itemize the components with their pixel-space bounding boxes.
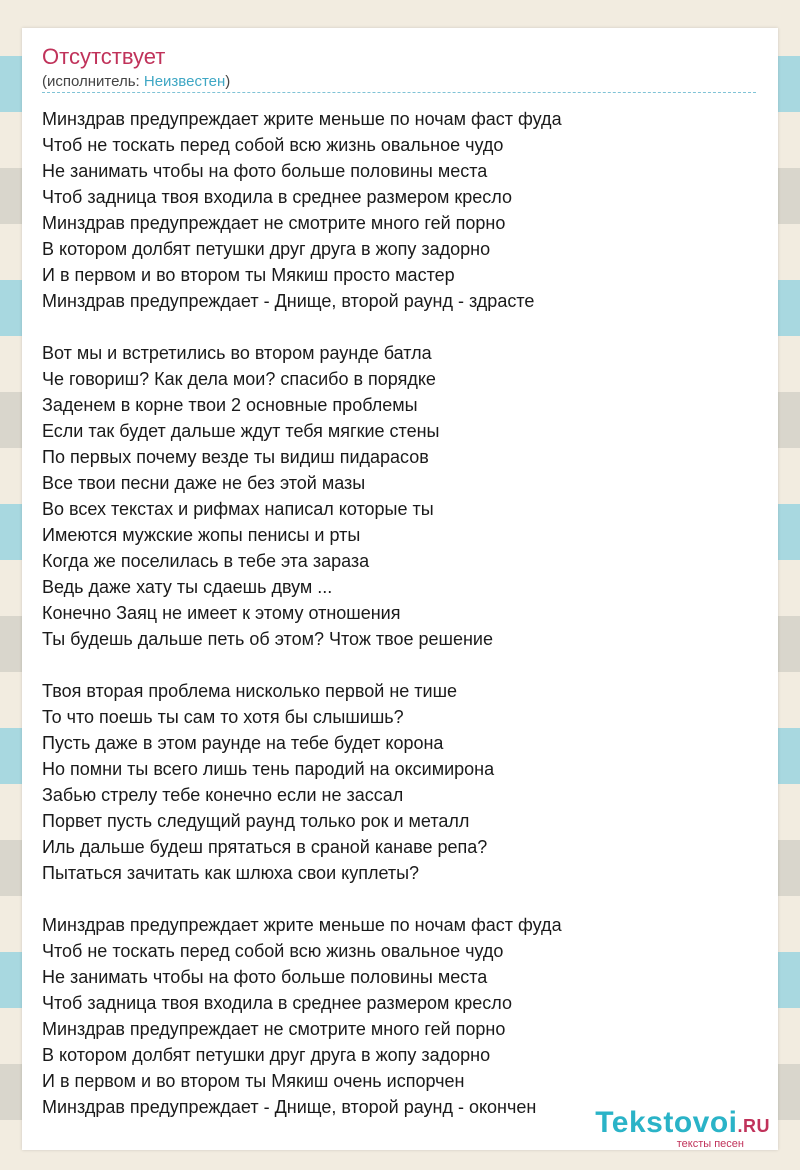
lyrics-stanza: [42, 106, 762, 314]
lyrics-line: И в первом и во втором ты Мякиш просто мастер: [42, 265, 455, 285]
lyrics-line: Минздрав предупреждает - Днище, второй раунд - окончен: [42, 1097, 537, 1117]
lyrics-line: Чтоб не тоскать перед собой всю жизнь овальное чудо: [42, 135, 504, 155]
artist-prefix: (исполнитель:: [42, 73, 144, 90]
lyrics-line: Вот мы и встретились во втором раунде батла: [42, 343, 432, 363]
artist-line: [42, 73, 230, 90]
lyrics-body: [42, 106, 762, 1146]
lyrics-line: В котором долбят петушки друг друга в жопу задорно: [42, 239, 491, 259]
lyrics-line: Пытаться зачитать как шлюха свои куплеты?: [42, 863, 420, 883]
lyrics-line: Че говориш? Как дела мои? спасибо в порядке: [42, 369, 436, 389]
lyrics-line: Но помни ты всего лишь тень пародий на оксимирона: [42, 759, 495, 779]
lyrics-line: Порвет пусть следущий раунд только рок и металл: [42, 811, 470, 831]
lyrics-line: Ты будешь дальше петь об этом? Чтож твое решение: [42, 629, 493, 649]
lyrics-line: Не занимать чтобы на фото больше половины места: [42, 161, 488, 181]
lyrics-line: Когда же поселилась в тебе эта зараза: [42, 551, 370, 571]
lyrics-line: По первых почему везде ты видиш пидарасов: [42, 447, 429, 467]
lyrics-line: Чтоб задница твоя входила в среднее размером кресло: [42, 993, 512, 1013]
lyrics-line: Минздрав предупреждает не смотрите много гей порно: [42, 213, 506, 233]
artist-link[interactable]: Неизвестен: [143, 73, 226, 90]
lyrics-line: То что поешь ты сам то хотя бы слышишь?: [42, 707, 404, 727]
lyrics-line: Иль дальше будеш прятаться в сраной канаве репа?: [42, 837, 488, 857]
lyrics-line: Все твои песни даже не без этой мазы: [42, 473, 366, 493]
lyrics-line: Минздрав предупреждает не смотрите много гей порно: [42, 1019, 506, 1039]
lyrics-line: И в первом и во втором ты Мякиш очень испорчен: [42, 1071, 465, 1091]
song-title: Отсутствует: [42, 44, 166, 69]
lyrics-line: В котором долбят петушки друг друга в жопу задорно: [42, 1045, 491, 1065]
logo-name: Tekstovoi: [595, 1106, 738, 1139]
logo-tld: .RU: [737, 1116, 770, 1136]
title-divider: [42, 92, 756, 93]
lyrics-line: Минздрав предупреждает жрите меньше по ночам фаст фуда: [42, 109, 562, 129]
lyrics-stanza: [42, 340, 762, 652]
artist-suffix: ): [225, 73, 231, 90]
lyrics-line: Если так будет дальше ждут тебя мягкие стены: [42, 421, 440, 441]
lyrics-line: Чтоб не тоскать перед собой всю жизнь овальное чудо: [42, 941, 504, 961]
lyrics-line: Ведь даже хату ты сдаешь двум ...: [42, 577, 333, 597]
lyrics-card: [22, 28, 778, 1150]
lyrics-stanza: [42, 912, 762, 1120]
lyrics-line: Твоя вторая проблема нисколько первой не тише: [42, 681, 458, 701]
lyrics-line: Забью стрелу тебе конечно если не зассал: [42, 785, 404, 805]
logo-tagline: тексты песен: [676, 1138, 744, 1150]
lyrics-line: Во всех текстах и рифмах написал которые ты: [42, 499, 434, 519]
logo-wordmark: [595, 1107, 770, 1142]
lyrics-line: Чтоб задница твоя входила в среднее размером кресло: [42, 187, 512, 207]
lyrics-line: Не занимать чтобы на фото больше половины места: [42, 967, 488, 987]
lyrics-stanza: [42, 678, 762, 886]
lyrics-line: Минздрав предупреждает жрите меньше по ночам фаст фуда: [42, 915, 562, 935]
site-logo[interactable]: [595, 1107, 770, 1150]
lyrics-line: Минздрав предупреждает - Днище, второй раунд - здрасте: [42, 291, 535, 311]
lyrics-line: Заденем в корне твои 2 основные проблемы: [42, 395, 418, 415]
lyrics-line: Конечно Заяц не имеет к этому отношения: [42, 603, 401, 623]
lyrics-line: Пусть даже в этом раунде на тебе будет корона: [42, 733, 444, 753]
lyrics-line: Имеются мужские жопы пенисы и рты: [42, 525, 361, 545]
